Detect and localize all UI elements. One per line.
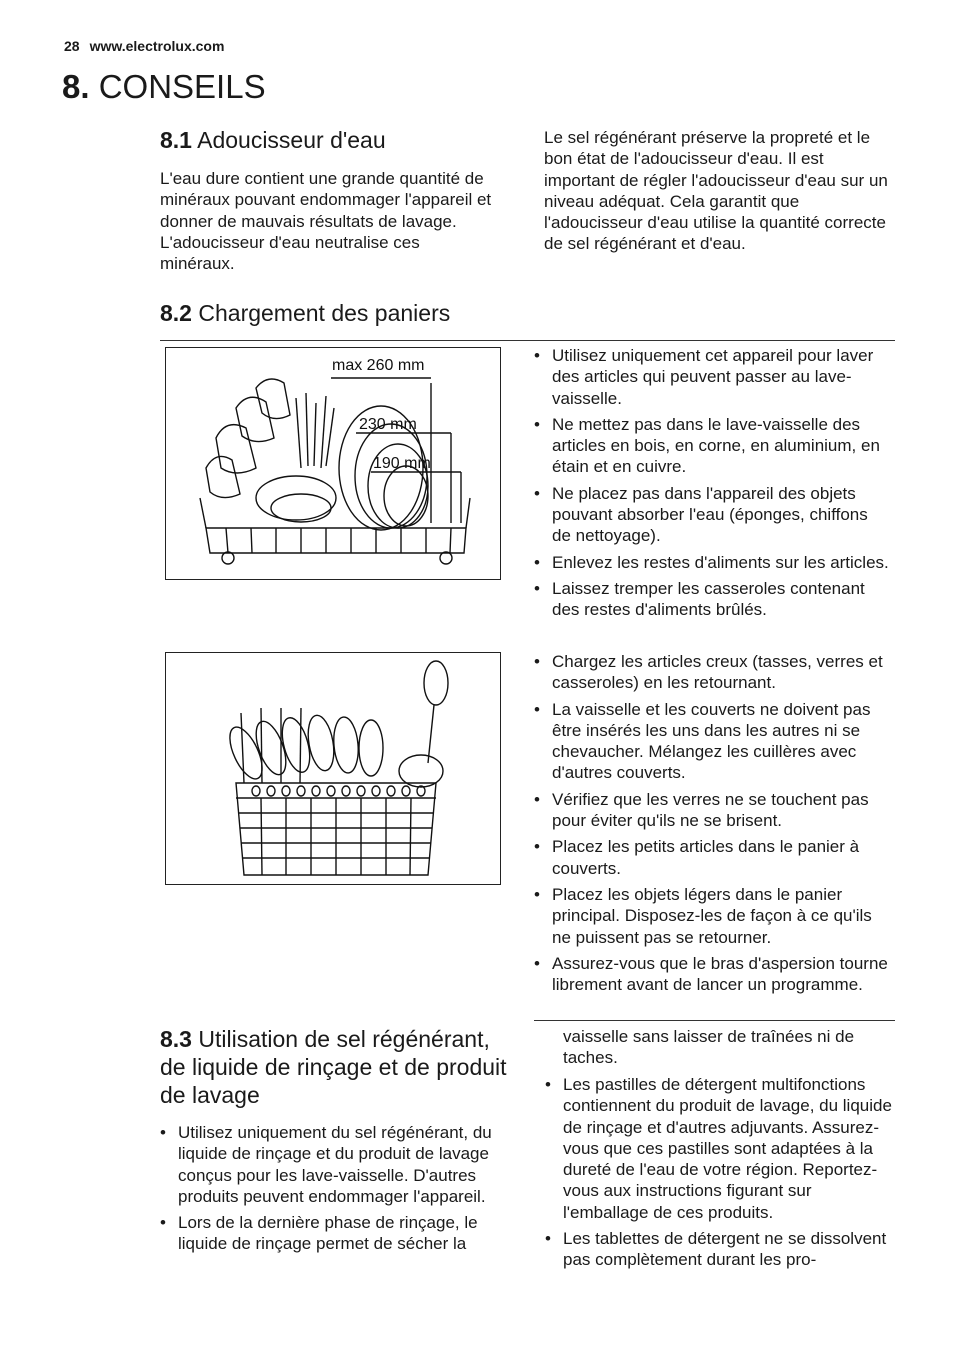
list-item: • Utilisez uniquement cet appareil pour laver des articles qui peuvent passer au lave-vaisselle. [534,345,890,409]
dimension-label-230: 230 mm [359,416,417,433]
section-divider [534,1020,895,1021]
figure-main-basket [165,347,501,580]
page-header [64,38,224,54]
section-8-1-para-1: L'eau dure contient une grande quantité de minéraux pouvant endommager l'appareil et donner de mauvais résultats de lavage. L'adoucisseur d'eau neutralise ces minéraux. [160,169,492,274]
list-item: • Utilisez uniquement du sel régénérant, du liquide de rinçage et du produit de lavage conçus pour les lave-vaisselle. D'autres produits peuvent endommager l'appareil. [160,1122,512,1207]
section-divider [160,340,895,341]
list-item: • Placez les petits articles dans le panier à couverts. [534,836,890,879]
bullet-list-products-left [160,1122,512,1260]
list-item: • La vaisselle et les couverts ne doivent pas être insérés les uns dans les autres ni se chevaucher. Mélangez les cuillères avec d'autres couverts. [534,699,890,784]
list-item: • Enlevez les restes d'aliments sur les articles. [534,552,890,573]
list-item: • Les tablettes de détergent ne se dissolvent pas complètement durant les pro- [545,1228,897,1271]
chapter-name: CONSEILS [98,68,266,105]
list-item: • Assurez-vous que le bras d'aspersion tourne librement avant de lancer un programme. [534,953,890,996]
section-8-2-heading: 8.2 Chargement des paniers [160,300,451,326]
cutlery-basket-illustration [166,653,500,884]
list-item: • Ne placez pas dans l'appareil des objets pouvant absorber l'eau (éponges, chiffons de nettoyage). [534,483,890,547]
chapter-number: 8. [62,68,90,105]
main-basket-illustration [166,348,500,579]
dimension-label-190: 190 mm [373,455,431,472]
list-item: • Laissez tremper les casseroles contenant des restes d'aliments brûlés. [534,578,890,621]
bullet-list-products-right [545,1074,897,1276]
section-8-3-heading: 8.3 Utilisation de sel régénérant, de liquide de rinçage et de produit de lavage [160,1026,507,1108]
list-item: • Chargez les articles creux (tasses, verres et casseroles) en les retournant. [534,651,890,694]
list-item: • Placez les objets légers dans le panier principal. Disposez-les de façon à ce qu'ils ne puissent pas se retourner. [534,884,890,948]
list-item: • Les pastilles de détergent multifonctions contiennent du produit de lavage, du liquide de rinçage et d'autres adjuvants. Assurez-vous que ces pastilles sont adaptées à la dureté de l'eau de votre région. Reportez-vous aux instructions figurant sur l'emballage de ces produits. [545,1074,897,1223]
section-8-1-heading: 8.1 Adoucisseur d'eau [160,127,386,153]
figure-cutlery-basket [165,652,501,885]
list-item: • Lors de la dernière phase de rinçage, le liquide de rinçage permet de sécher la [160,1212,512,1255]
bullet-list-loading-2 [534,651,890,1000]
page-number: 28 [64,38,80,54]
bullet-list-loading-1 [534,345,890,626]
website-link[interactable]: www.electrolux.com [89,38,225,54]
chapter-title [62,68,266,106]
list-item: • Vérifiez que les verres ne se touchent pas pour éviter qu'ils ne se brisent. [534,789,890,832]
dimension-label-max: max 260 mm [332,357,425,374]
section-8-1-para-2: Le sel régénérant préserve la propreté et le bon état de l'adoucisseur d'eau. Il est important de régler l'adoucisseur d'eau sur un niveau adéquat. Cela garantit que l'adoucisseur d'eau utilise la quantité correcte de sel régénérant et d'eau. [544,128,888,254]
list-item: • Ne mettez pas dans le lave-vaisselle des articles en bois, en corne, en aluminium, en étain et en cuivre. [534,414,890,478]
continuation-text: vaisselle sans laisser de traînées ni de taches. [563,1027,855,1068]
